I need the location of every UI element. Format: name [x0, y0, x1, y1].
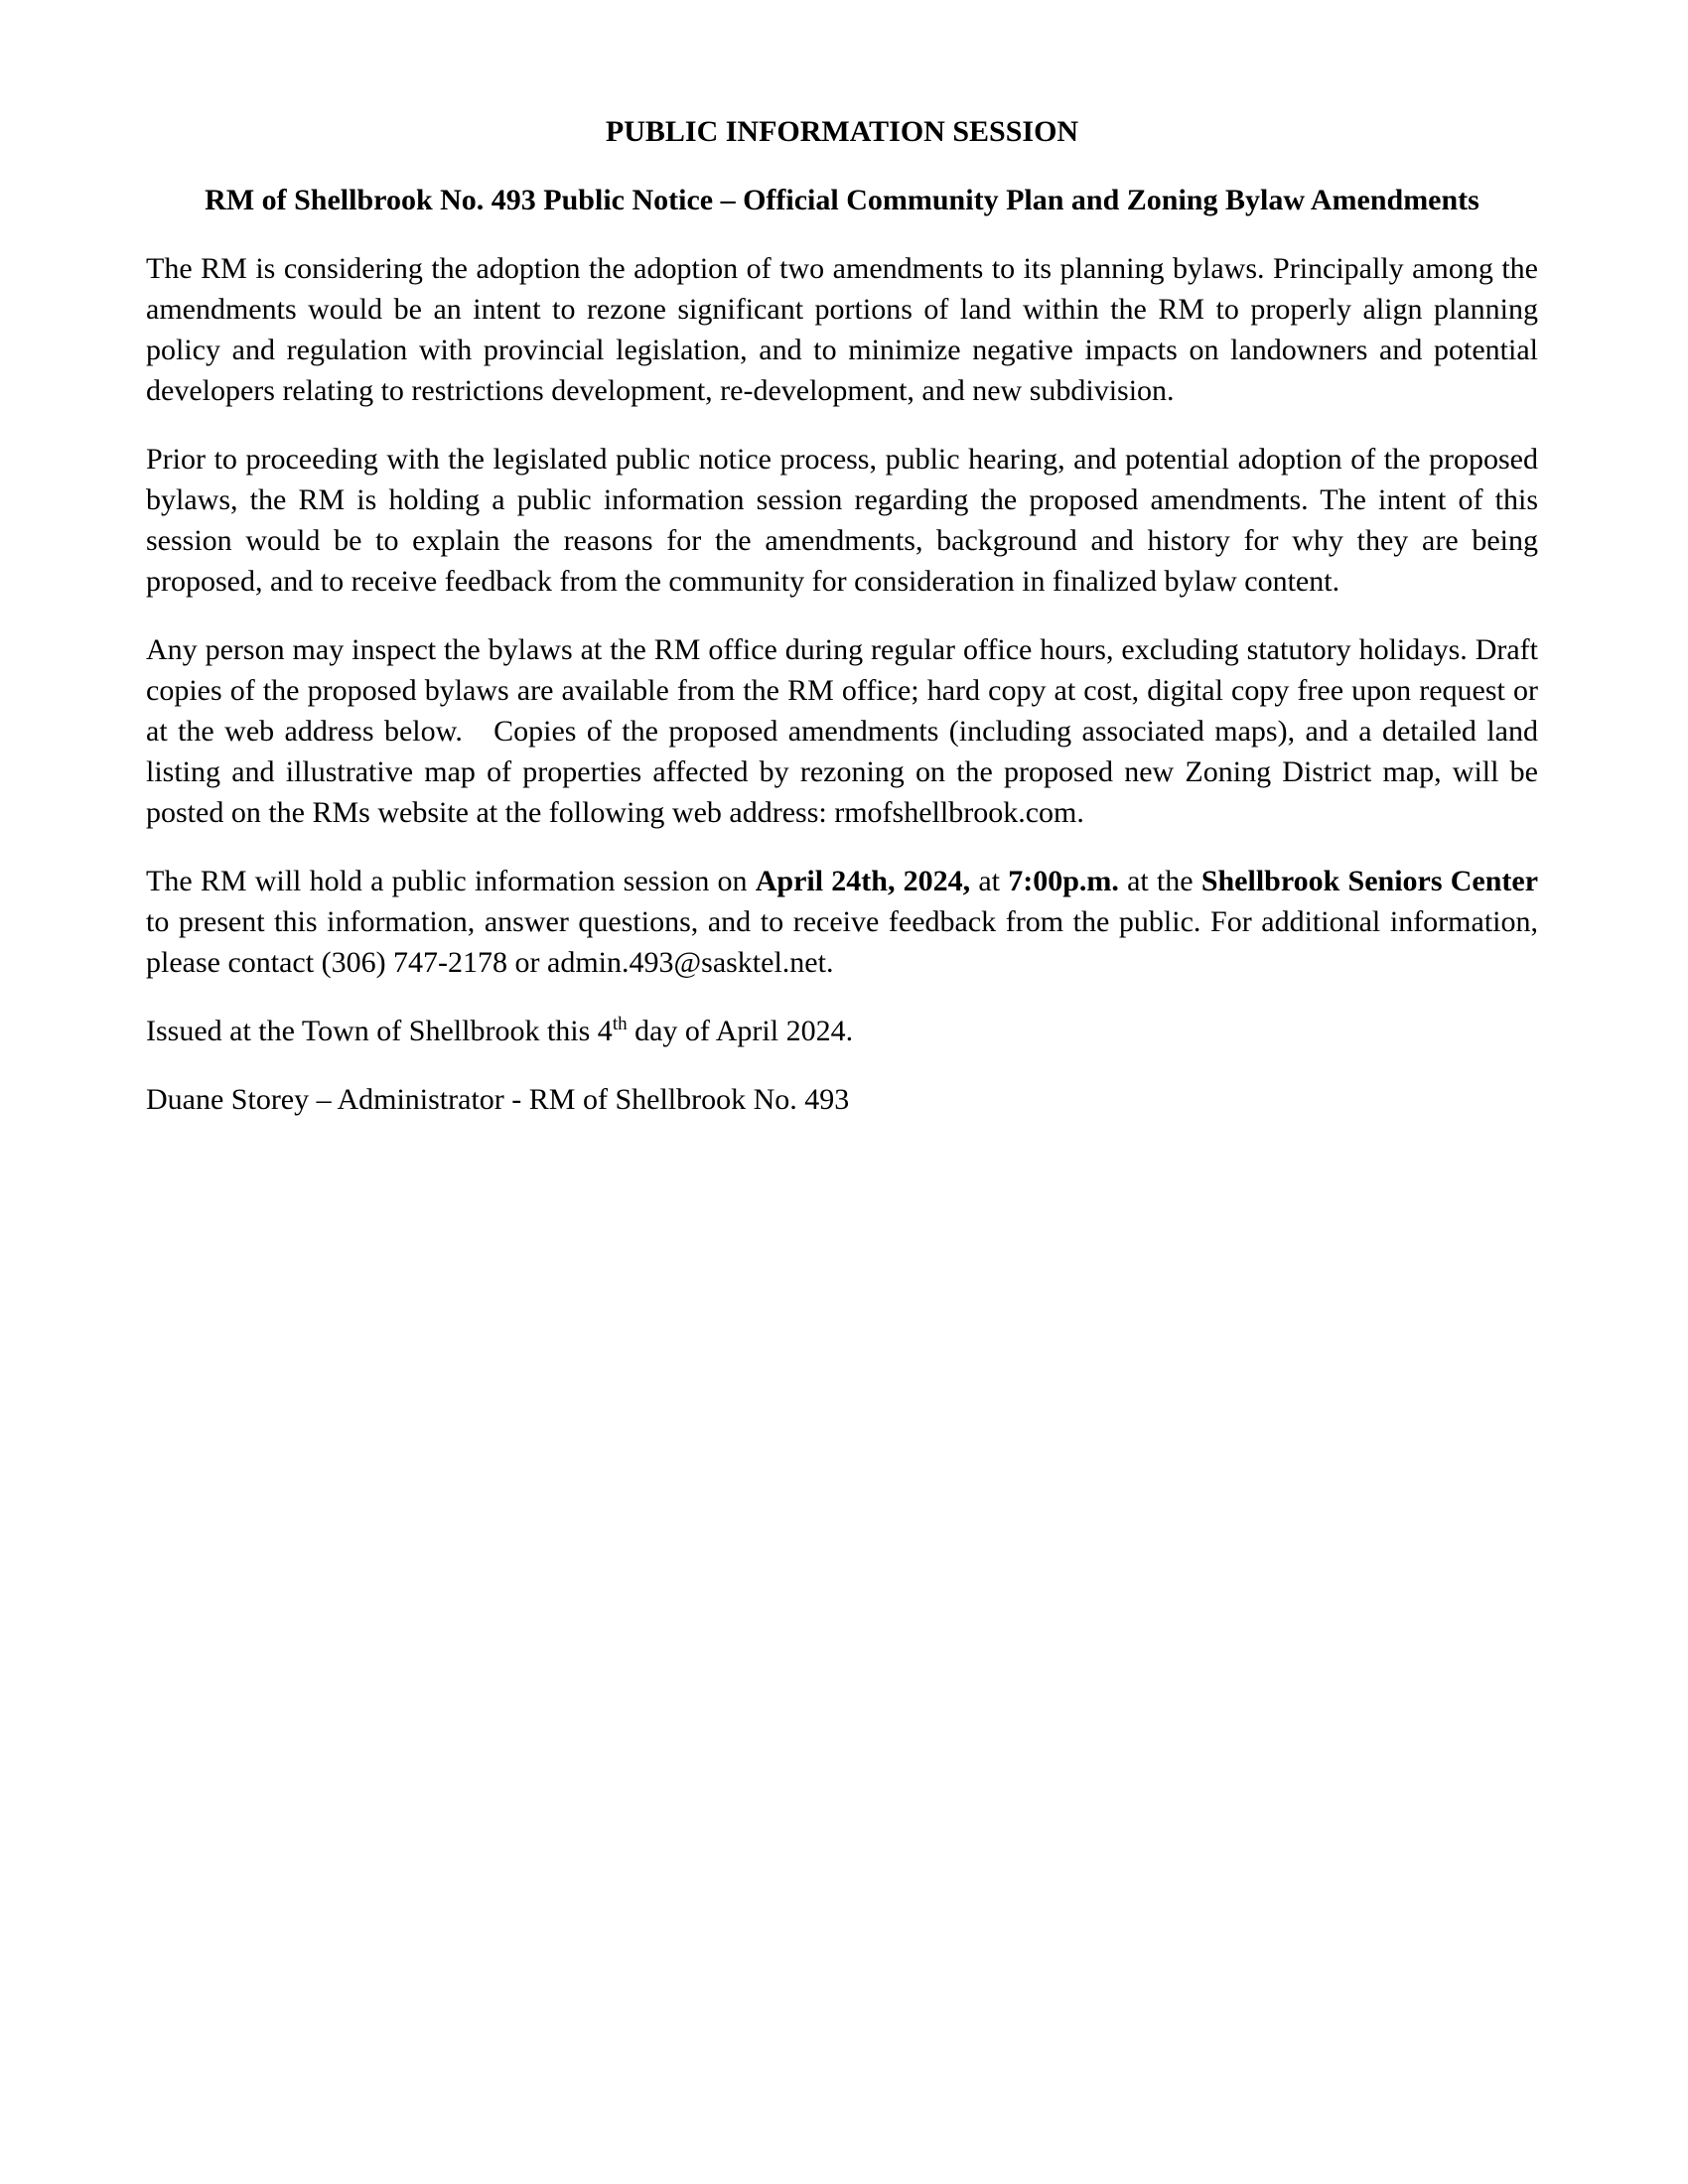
- paragraph-amendments-intro: The RM is considering the adoption the adoption of two amendments to its planning bylaws. Principally among the amendments would be an intent to rezone significant portions of land within the RM to properly align planning policy and regulation with provincial legislation, and to minimize negative impacts on landowners and potential developers relating to restrictions development, re-development, and new subdivision.: [146, 252, 1538, 407]
- session-details-text: The RM will hold a public information session on: [146, 865, 756, 897]
- ordinal-suffix: th: [612, 1014, 628, 1034]
- session-venue: Shellbrook Seniors Center: [1200, 865, 1539, 897]
- session-details-text: at: [970, 865, 1009, 897]
- issued-text: day of April 2024.: [627, 1015, 854, 1047]
- session-date: April 24th, 2024,: [755, 865, 971, 897]
- paragraph-session-details: [146, 861, 1538, 983]
- session-details-text: to present this information, answer questions, and to receive feedback from the public. For additional information, please contact (306) 747-2178 or admin.493@sasktel.net.: [146, 905, 1538, 979]
- document-title: PUBLIC INFORMATION SESSION: [605, 115, 1079, 148]
- paragraph-inspection-details: Any person may inspect the bylaws at the RM office during regular office hours, excluding statutory holidays. Draft copies of the proposed bylaws are available from the RM office; hard copy at cost, digital copy free upon request or at the web address below. Copies of the proposed amendments (including associated maps), and a detailed land listing and illustrative map of properties affected by rezoning on the proposed new Zoning District map, will be posted on the RMs website at the following web address: rmofshellbrook.com.: [146, 633, 1538, 829]
- paragraph-signature-line: Duane Storey – Administrator - RM of Shellbrook No. 493: [146, 1083, 850, 1116]
- session-time: 7:00p.m.: [1008, 865, 1119, 897]
- session-details-text: at the: [1118, 865, 1201, 897]
- paragraph-session-purpose: Prior to proceeding with the legislated public notice process, public hearing, and potential adoption of the proposed bylaws, the RM is holding a public information session regarding the proposed amendments. The intent of this session would be to explain the reasons for the amendments, background and history for why they are being proposed, and to receive feedback from the community for consideration in finalized bylaw content.: [146, 443, 1538, 598]
- issued-text: Issued at the Town of Shellbrook this 4: [146, 1015, 613, 1047]
- paragraph-issued-line: [146, 1011, 1538, 1051]
- document-subtitle: RM of Shellbrook No. 493 Public Notice – Official Community Plan and Zoning Bylaw Amendments: [205, 184, 1479, 216]
